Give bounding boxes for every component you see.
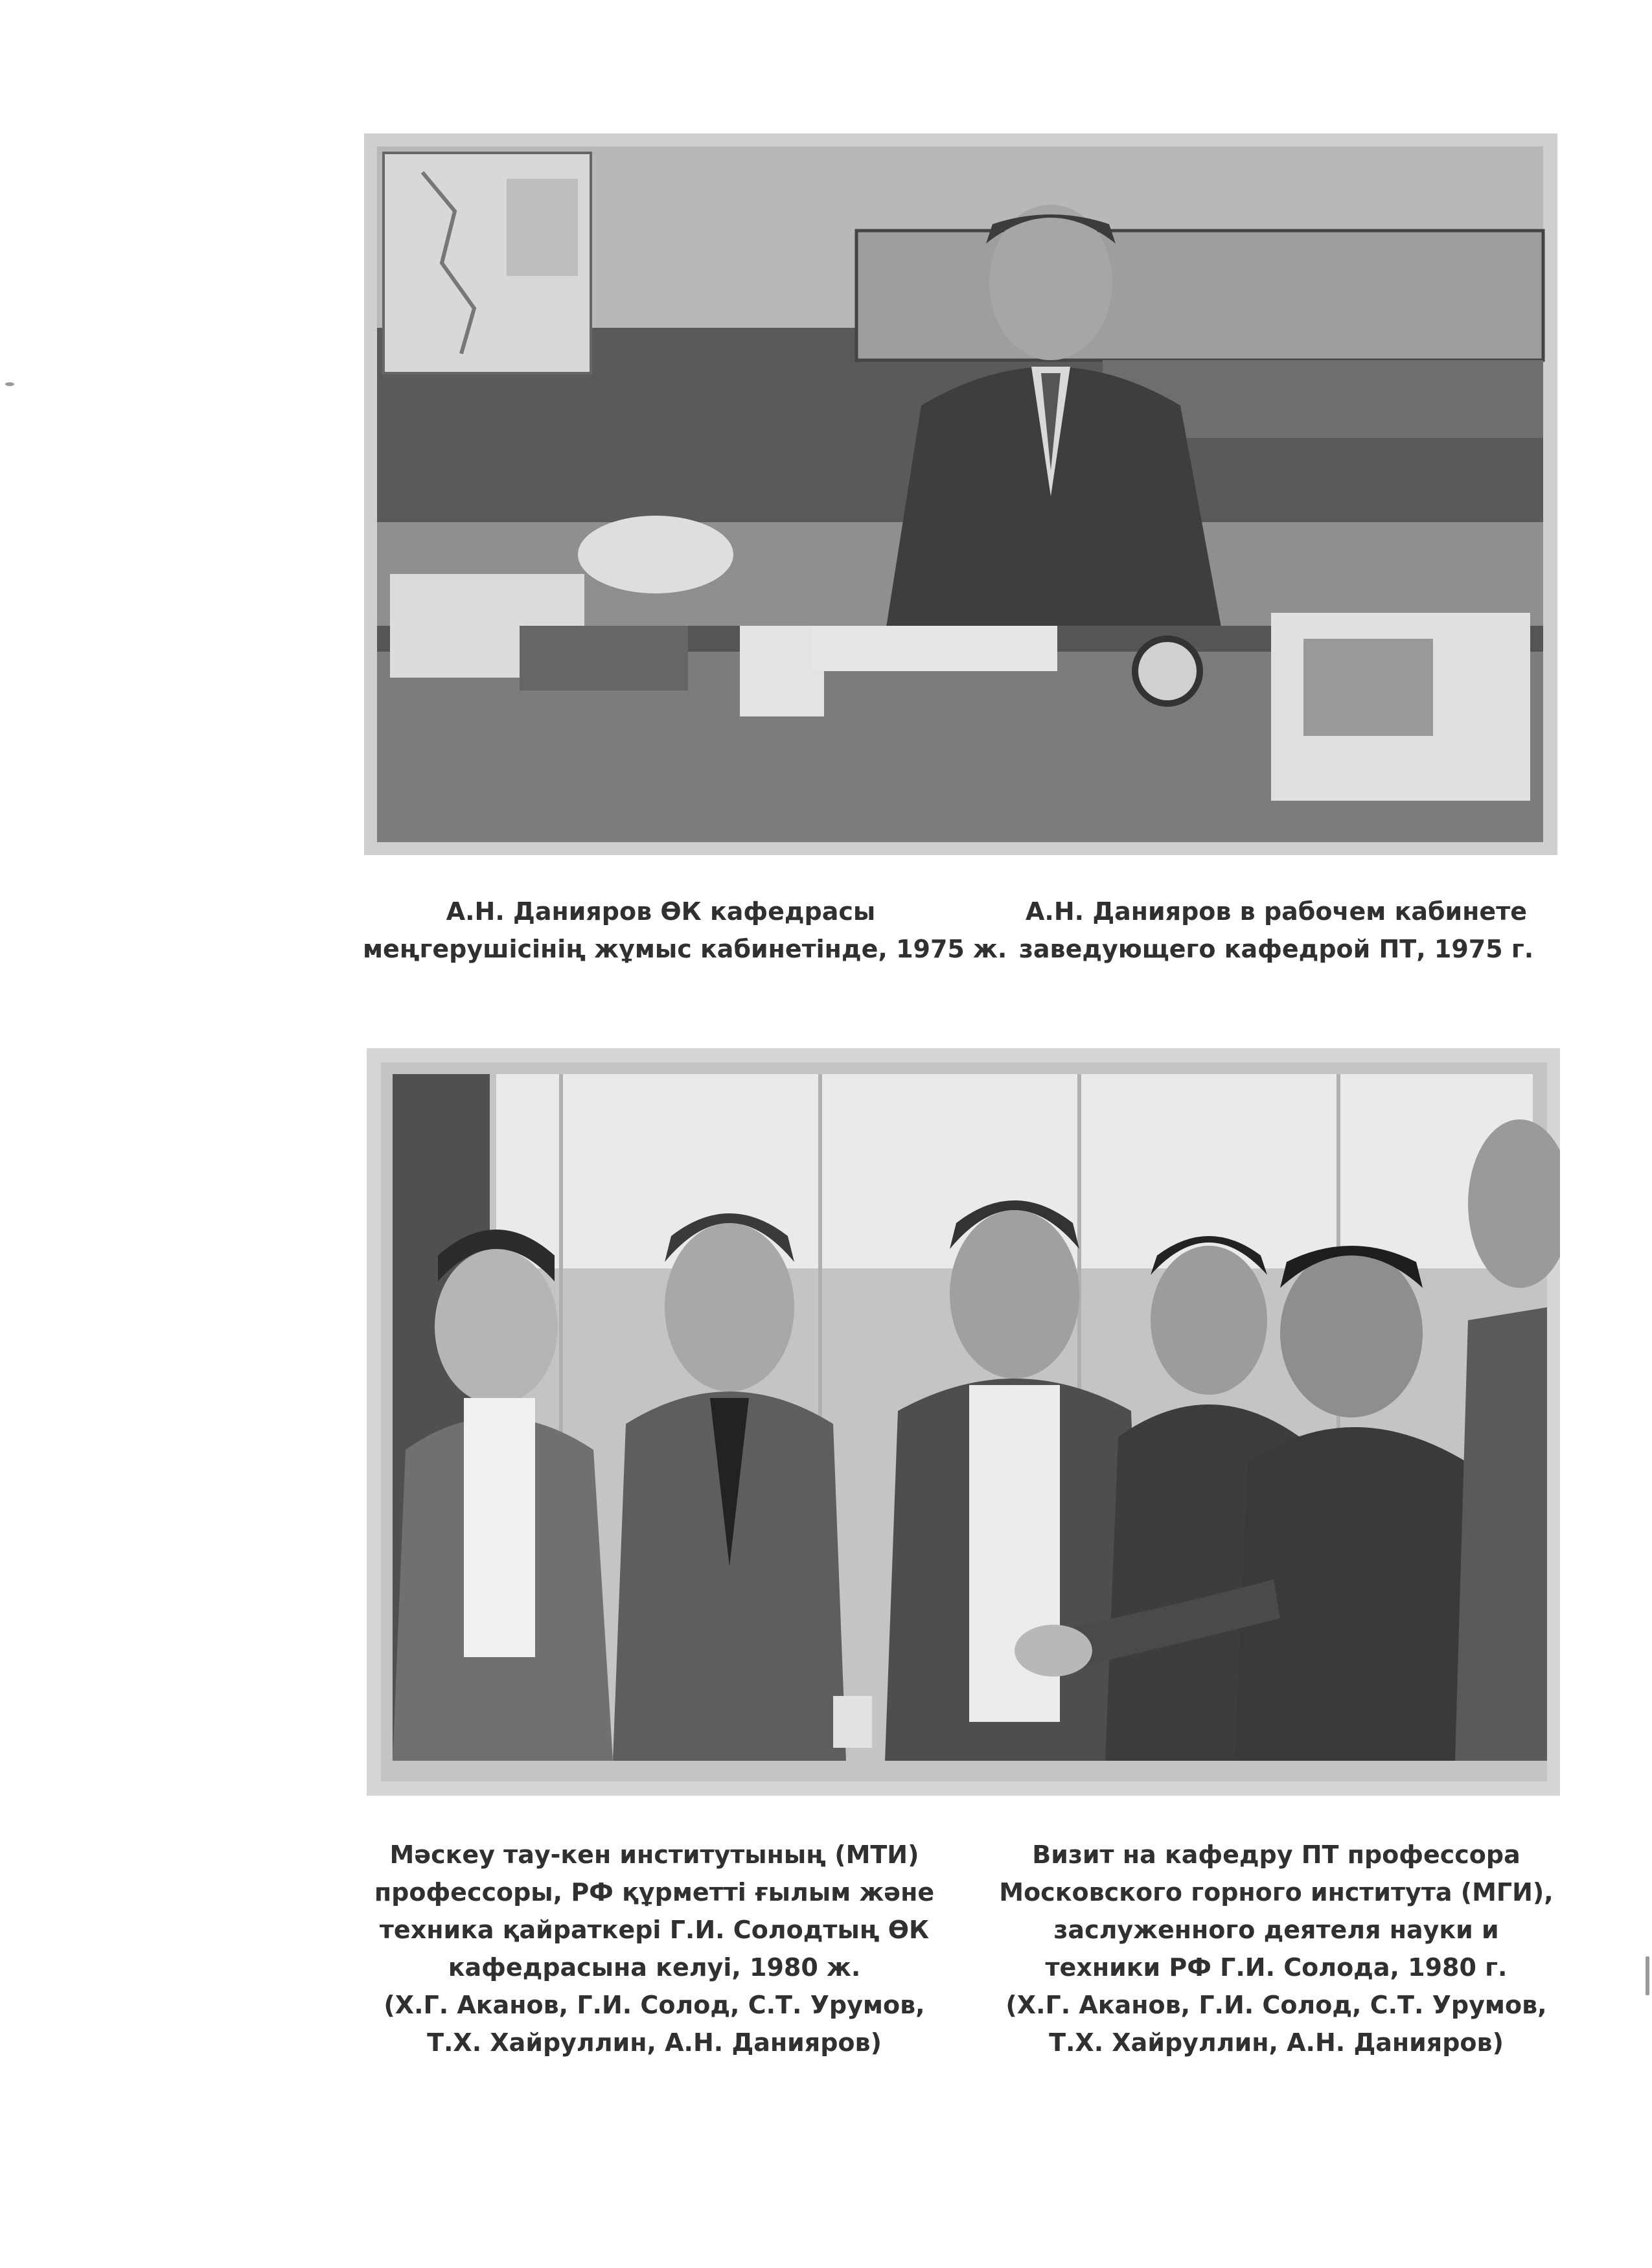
- caption-line: Т.Х. Хайруллин, А.Н. Данияров): [1049, 2028, 1504, 2057]
- scan-speck: [1646, 1956, 1649, 1995]
- caption-photo1-kazakh: [363, 893, 1007, 968]
- caption-line: А.Н. Данияров в рабочем кабинете: [1026, 897, 1527, 926]
- caption-line: (Х.Г. Аканов, Г.И. Солод, С.Т. Урумов,: [384, 1991, 925, 2019]
- caption-line: профессоры, РФ құрметті ғылым және: [374, 1878, 935, 1907]
- scan-speck: [5, 382, 14, 386]
- caption-line: кафедрасына келуі, 1980 ж.: [448, 1953, 861, 1982]
- caption-line: А.Н. Данияров ӨК кафедрасы: [446, 897, 876, 926]
- caption-line: заслуженного деятеля науки и: [1053, 1916, 1499, 1944]
- caption-photo1-russian: [1011, 893, 1542, 968]
- caption-line: Визит на кафедру ПТ профессора: [1032, 1840, 1520, 1869]
- caption-line: Московского горного института (МГИ),: [999, 1878, 1554, 1907]
- caption-photo2-russian: [985, 1836, 1568, 2061]
- caption-photo2-kazakh: [350, 1836, 959, 2061]
- caption-line: Мәскеу тау-кен институтының (МТИ): [389, 1840, 919, 1869]
- caption-line: (Х.Г. Аканов, Г.И. Солод, С.Т. Урумов,: [1005, 1991, 1547, 2019]
- photo-office-desk: [364, 133, 1557, 855]
- caption-line: меңгерушісінің жұмыс кабинетінде, 1975 ж.: [363, 935, 1007, 963]
- caption-line: заведующего кафедрой ПТ, 1975 г.: [1018, 935, 1534, 963]
- photo-group-visit: [367, 1048, 1560, 1796]
- caption-line: техники РФ Г.И. Солода, 1980 г.: [1045, 1953, 1508, 1982]
- caption-line: техника қайраткері Г.И. Солодтың ӨК: [379, 1916, 930, 1944]
- caption-line: Т.Х. Хайруллин, А.Н. Данияров): [427, 2028, 882, 2057]
